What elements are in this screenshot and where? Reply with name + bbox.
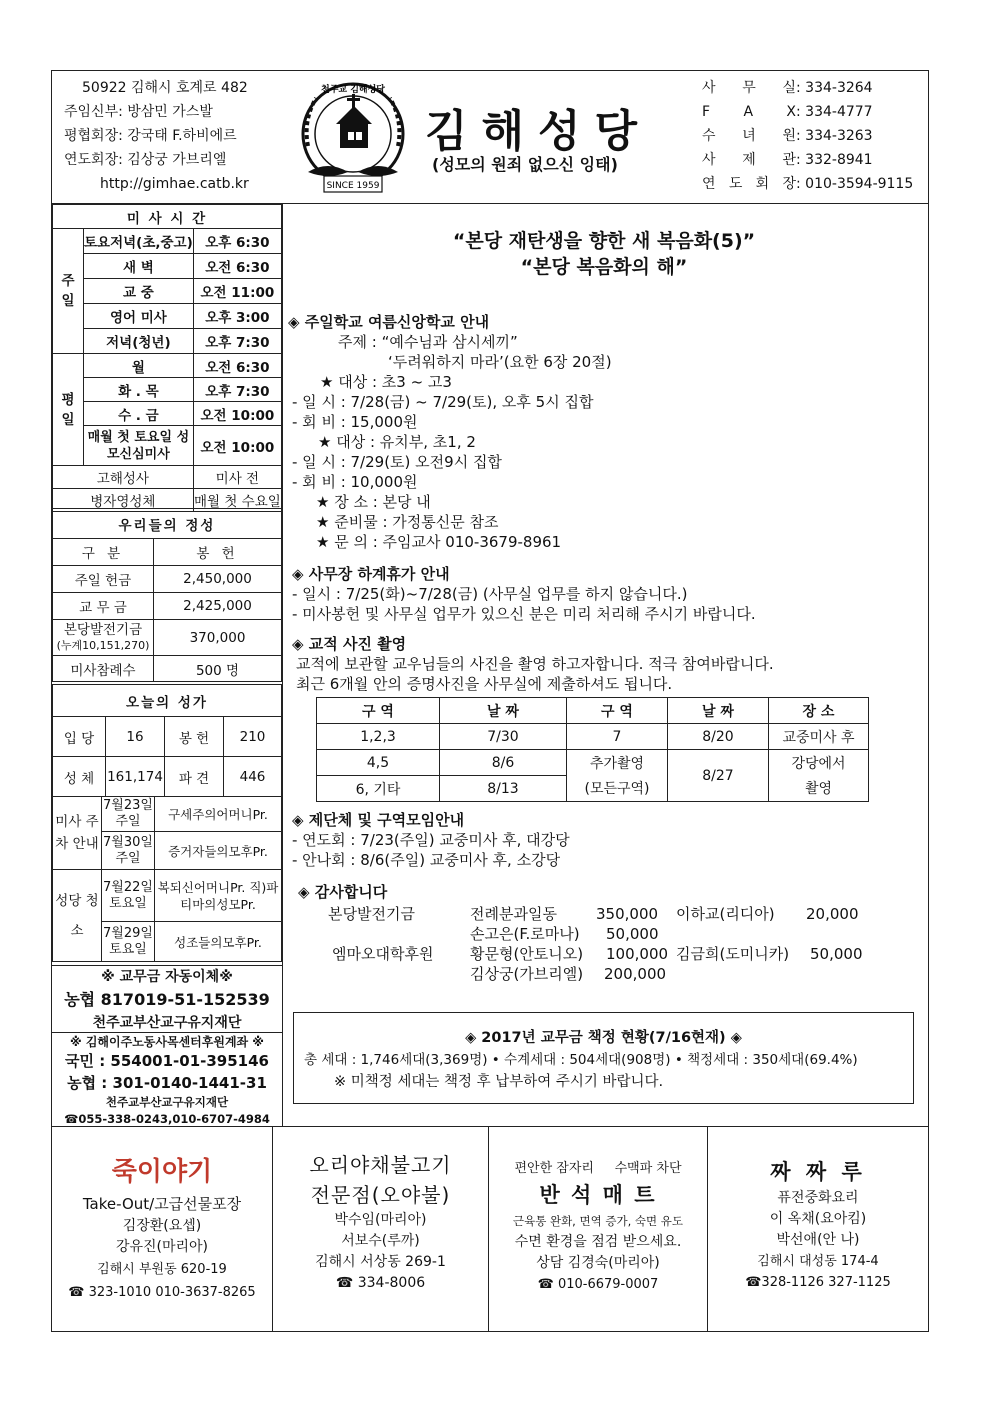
duty-date: 7월22일 토요일 [102, 870, 155, 922]
confession-time: 미사 전 [193, 466, 281, 489]
hymn-table [52, 684, 282, 797]
contact-row [702, 172, 922, 196]
ad-title: 전문점(오야불) [310, 1183, 451, 1207]
section-title: ◈ 감사합니다 [298, 883, 388, 901]
table-cell: 8/20 [668, 724, 769, 750]
table-header: 장 소 [769, 698, 869, 724]
header-info [64, 76, 284, 196]
info-line: - 안나회 : 8/6(주일) 교중미사 후, 소강당 [292, 851, 561, 869]
contact-value: : 334-3263 [796, 128, 873, 144]
table-header: 날 짜 [668, 698, 769, 724]
section-title: ◈ 제단체 및 구역모임안내 [292, 811, 465, 829]
ad-juk-story [52, 1152, 272, 1303]
mass-name: 화 . 목 [84, 378, 194, 402]
offering-value: 370,000 [154, 620, 282, 656]
table-cell: 1,2,3 [317, 724, 440, 750]
offering-table [52, 508, 282, 682]
section-title: ◈ 주일학교 여름신앙학교 안내 [288, 313, 490, 331]
section-group-meetings [292, 810, 922, 870]
cleaning-label: 성당 청소 [53, 870, 102, 962]
table-cell: 6, 기타 [317, 776, 440, 802]
table-cell: 촬영 [769, 776, 869, 802]
tithe-status-box [293, 1012, 914, 1104]
contact-label: F A X [702, 104, 796, 120]
logo-since: SINCE 1959 [326, 181, 380, 191]
table-cell: 추가촬영 [567, 750, 668, 776]
offering-name: 교 무 금 [53, 593, 154, 620]
contact-list [702, 76, 922, 196]
info-line: - 회 비 : 15,000원 [292, 413, 418, 431]
table-header: 구 역 [317, 698, 440, 724]
fund-label: 본당발전기금 [328, 905, 415, 923]
table-cell: 8/6 [440, 750, 567, 776]
mass-name: 토요저녁(초,중고) [84, 229, 194, 254]
contact-row [702, 124, 922, 148]
photo-schedule-table [316, 697, 869, 802]
ad-line: 김해시 서상동 269-1 [315, 1254, 446, 1270]
donor-amount: 50,000 [606, 925, 659, 943]
info-line: - 일시 : 7/25(화)~7/28(금) (사무실 업무를 하지 않습니다.) [292, 585, 688, 603]
ad-title: 오리야채불고기 [309, 1153, 452, 1177]
duty-table [52, 796, 282, 962]
ad-title: 짜 짜 루 [770, 1160, 866, 1184]
ad-line: 박수임(마리아) [334, 1212, 427, 1228]
weekday-label: 평일 [53, 354, 84, 466]
offering-value: 2,425,000 [154, 593, 282, 620]
ad-line: 김해시 부원동 620-19 [97, 1262, 227, 1277]
donor-name: 황문형(안토니오) [470, 945, 584, 963]
mass-schedule-table [52, 204, 282, 512]
info-line: - 연도회 : 7/23(주일) 교중미사 후, 대강당 [292, 831, 570, 849]
info-line: 교적에 보관할 교우님들의 사진을 촬영 하고자합니다. 적극 참여바랍니다. [296, 655, 774, 673]
mass-name: 월 [84, 354, 194, 378]
info-line: - 회 비 : 10,000원 [292, 473, 418, 491]
contact-label: 연 도 회 장 [702, 176, 796, 192]
mass-name: 교 중 [84, 279, 194, 304]
donor-amount: 200,000 [604, 965, 667, 983]
ad-bansuk-mat [489, 1158, 707, 1295]
tithe-holder: 천주교부산교구유지재단 [92, 1015, 242, 1031]
section-photo [292, 634, 922, 694]
table-cell: 8/13 [440, 776, 567, 802]
mass-time: 오후 7:30 [193, 378, 281, 402]
mass-time: 오후 3:00 [193, 304, 281, 329]
council-president: 평협회장: 강국태 F.하비에르 [64, 128, 237, 144]
offering-head: 구 분 [53, 539, 154, 566]
offering-value: 500 명 [154, 656, 282, 682]
donor-name: 전례분과일동 [470, 905, 557, 923]
donor-name: 김금희(도미니카) [676, 945, 790, 963]
duty-group: 복되신어머니Pr. 직)파티마의성모Pr. [155, 870, 282, 922]
website-link[interactable]: http://gimhae.catb.kr [100, 176, 249, 192]
table-cell: 교중미사 후 [769, 724, 869, 750]
offering-name: 주일 헌금 [53, 566, 154, 593]
labor-phone: ☎055-338-0243,010-6707-4984 [64, 1112, 270, 1126]
donor-name: 김상궁(가브리엘) [470, 965, 584, 983]
info-line: ★ 문 의 : 주임교사 010-3679-8961 [316, 533, 562, 551]
donor-amount: 350,000 [596, 905, 659, 923]
ad-phone: ☎328-1126 327-1125 [745, 1275, 891, 1290]
parish-title: 김해성당 [425, 106, 652, 157]
ad-phone: ☎ 010-6679-0007 [537, 1277, 659, 1292]
offering-name: 미사참례수 [53, 656, 154, 682]
table-header: 날 짜 [440, 698, 567, 724]
contact-value: : 332-8941 [796, 152, 873, 168]
mass-name: 저녁(청년) [84, 329, 194, 354]
pastor: 주임신부: 방삼민 가스발 [64, 104, 213, 120]
donor-amount: 50,000 [810, 945, 863, 963]
ad-jjajjaru [708, 1156, 928, 1293]
labor-account-1: 국민 : 554001-01-395146 [65, 1052, 269, 1070]
sunday-label: 주일 [53, 229, 84, 354]
info-line: ★ 장 소 : 본당 내 [316, 493, 431, 511]
offering-value: 2,450,000 [154, 566, 282, 593]
contact-row [702, 76, 922, 100]
table-cell: 강당에서 [769, 750, 869, 776]
address: 50922 김해시 호계로 482 [82, 80, 248, 96]
headline-1: “본당 재탄생을 향한 새 복음화(5)” [452, 230, 756, 252]
duty-group: 성조들의모후Pr. [155, 922, 282, 962]
labor-title: ※ 김해이주노동사목센터후원계좌 ※ [70, 1035, 264, 1049]
duty-date: 7월29일 토요일 [102, 922, 155, 962]
labor-account [52, 1034, 282, 1127]
mass-name: 새 벽 [84, 254, 194, 279]
table-cell: 8/27 [668, 750, 769, 802]
info-line: 최근 6개월 안의 증명사진을 사무실에 제출하셔도 됩니다. [296, 675, 673, 693]
labor-account-2: 농협 : 301-0140-1441-31 [67, 1074, 267, 1092]
duty-group: 구세주의어머니Pr. [155, 797, 282, 832]
table-cell: 7 [567, 724, 668, 750]
ad-line: 이 옥채(요아킴) [769, 1211, 867, 1227]
table-cell: 4,5 [317, 750, 440, 776]
ad-duck-bulgogi [273, 1150, 488, 1294]
info-line: - 일 시 : 7/29(토) 오전9시 집합 [292, 453, 502, 471]
hymn-title: 오늘의 성가 [53, 685, 282, 717]
offering-head: 봉 헌 [154, 539, 282, 566]
tithe-status-line: 총 세대 : 1,746세대(3,369명) • 수계세대 : 504세대(908명) • 책정세대 : 350세대(69.4%) [304, 1052, 858, 1068]
tithe-status-note: ※ 미책정 세대는 책정 후 납부하여 주시기 바랍니다. [334, 1074, 664, 1090]
contact-value: : 334-4777 [796, 104, 873, 120]
mass-name: 영어 미사 [84, 304, 194, 329]
contact-label: 사 무 실 [702, 80, 796, 96]
theme-verse: ‘두려워하지 마라’(요한 6장 20절) [388, 353, 612, 371]
hymn-label: 봉 헌 [165, 717, 224, 757]
hymn-number: 16 [106, 717, 165, 757]
ad-line: 근육통 완화, 면역 증가, 숙면 유도 [512, 1214, 683, 1228]
ad-line: 서보수(루까) [341, 1233, 420, 1249]
mass-time: 오전 10:00 [193, 402, 281, 426]
hymn-label: 입 당 [53, 717, 106, 757]
section-thanks [298, 882, 918, 902]
table-cell: (모든구역) [567, 776, 668, 802]
mass-name: 수 . 금 [84, 402, 194, 426]
labor-holder: 천주교부산교구유지재단 [105, 1095, 229, 1109]
mass-time: 오전 11:00 [193, 279, 281, 304]
contact-label: 수 녀 원 [702, 128, 796, 144]
ad-line: 김장환(요셉) [122, 1218, 202, 1234]
donor-name: 손고은(F.로마나) [470, 925, 580, 943]
confession-label: 고해성사 [53, 466, 194, 489]
info-line: - 일 시 : 7/28(금) ~ 7/29(토), 오후 5시 집합 [292, 393, 594, 411]
ad-line: Take-Out/고급선물포장 [82, 1195, 242, 1213]
ad-phone: ☎ 334-8006 [335, 1275, 426, 1291]
donor-amount: 20,000 [806, 905, 859, 923]
fund-label: 엠마오대학후원 [332, 945, 434, 963]
duty-group: 증거자들의모후Pr. [155, 832, 282, 870]
section-title: ◈ 교적 사진 촬영 [292, 635, 407, 653]
mass-time: 오후 7:30 [193, 329, 281, 354]
section-office-vacation [292, 564, 922, 624]
labor-top-line [51, 1032, 282, 1033]
logo-top-text: 천주교 김해성당 [321, 85, 385, 95]
ad-phone: ☎ 323-1010 010-3637-8265 [68, 1285, 256, 1300]
parish-subtitle: (성모의 원죄 없으신 잉태) [432, 155, 618, 174]
contact-value: : 334-3264 [796, 80, 873, 96]
tithe-title: ※ 교무금 자동이체※ [101, 969, 233, 985]
hymn-label: 파 견 [165, 757, 224, 797]
tithe-number: 농협 817019-51-152539 [64, 990, 270, 1009]
ad-line: 김해시 대성동 174-4 [757, 1254, 879, 1269]
contact-value: : 010-3594-9115 [796, 176, 914, 192]
offering-name: 본당발전기금 (누계10,151,270) [53, 620, 154, 656]
table-cell: 7/30 [440, 724, 567, 750]
hymn-label: 성 체 [53, 757, 106, 797]
sick-communion-time: 매월 첫 수요일 [193, 489, 281, 512]
church-logo [288, 76, 418, 198]
sidebar-divider [282, 203, 283, 1126]
mass-name: 매월 첫 토요일 성모신심미사 [84, 426, 194, 466]
ad-line: 박선애(안 나) [776, 1232, 860, 1248]
section-title: ◈ 사무장 하계휴가 안내 [292, 565, 450, 583]
parking-label: 미사 주차 안내 [53, 797, 102, 870]
mass-title: 미 사 시 간 [53, 205, 282, 229]
headline [284, 228, 924, 280]
info-line: ★ 준비물 : 가정통신문 참조 [316, 513, 499, 531]
assembly-president: 연도회장: 김상궁 가브리엘 [64, 152, 227, 168]
info-line: - 미사봉헌 및 사무실 업무가 있으신 분은 미리 처리해 주시기 바랍니다. [292, 605, 756, 623]
mass-time: 오전 10:00 [193, 426, 281, 466]
contact-row [702, 148, 922, 172]
table-header: 구 역 [567, 698, 668, 724]
mass-time: 오전 6:30 [193, 354, 281, 378]
duty-date: 7월30일 주일 [102, 832, 155, 870]
ad-line: 수면 환경을 점검 받으세요. [514, 1234, 682, 1250]
contact-row [702, 100, 922, 124]
ad-title: 반 석 매 트 [539, 1183, 657, 1207]
theme-line: 주제 : “예수님과 삼시세끼” [338, 333, 518, 351]
ad-logo: 죽이야기 [111, 1157, 213, 1187]
duty-date: 7월23일 주일 [102, 797, 155, 832]
ad-line: 강유진(마리아) [115, 1239, 209, 1255]
info-line: ★ 대상 : 유치부, 초1, 2 [318, 433, 476, 451]
donor-amount: 100,000 [606, 945, 669, 963]
headline-2: “본당 복음화의 해” [520, 256, 688, 278]
ad-line: 상담 김경숙(마리아) [536, 1255, 660, 1271]
tithe-status-title: ◈ 2017년 교무금 책정 현황(7/16현재) ◈ [465, 1030, 742, 1046]
info-line: ★ 대상 : 초3 ~ 고3 [320, 373, 452, 391]
hymn-number: 161,174 [106, 757, 165, 797]
offering-title: 우리들의 정성 [53, 509, 282, 539]
ad-line: 퓨전중화요리 [777, 1190, 859, 1206]
ad-tagline: 편안한 잠자리 수맥파 차단 [514, 1161, 682, 1176]
hymn-number: 446 [224, 757, 282, 797]
mass-time: 오후 6:30 [193, 229, 281, 254]
hymn-number: 210 [224, 717, 282, 757]
donor-name: 이하교(리디아) [676, 905, 775, 923]
section-summer-school [288, 312, 918, 552]
contact-label: 사 제 관 [702, 152, 796, 168]
sick-communion-label: 병자영성체 [53, 489, 194, 512]
tithe-account [52, 966, 282, 1034]
mass-time: 오전 6:30 [193, 254, 281, 279]
